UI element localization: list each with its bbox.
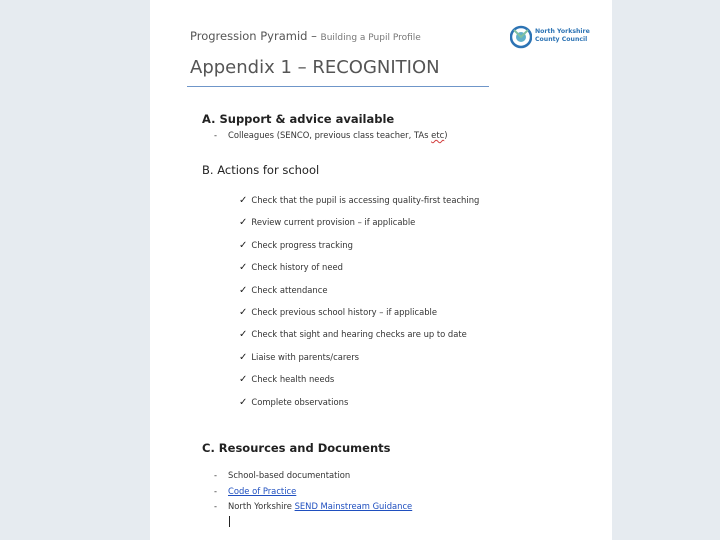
checklist-item: [239, 350, 479, 372]
document-page: [150, 0, 612, 540]
council-logo-icon: [510, 24, 532, 50]
checklist-item: [239, 215, 479, 237]
item-dash: -: [214, 130, 218, 140]
logo-line-1: North Yorkshire: [535, 28, 590, 35]
checklist-item: [239, 260, 479, 282]
checklist-item-text: Check progress tracking: [251, 239, 353, 250]
checklist-item: [239, 372, 479, 394]
checklist-item: [239, 327, 479, 349]
item-text: Colleagues (SENCO, previous class teacher, TAs: [228, 130, 432, 140]
checkmark-icon: ✓: [239, 195, 248, 206]
resource-item: [214, 501, 412, 511]
item-dash: -: [214, 470, 218, 480]
item-dash: -: [214, 501, 218, 511]
checklist-item-text: Check that sight and hearing checks are up to date: [251, 329, 467, 340]
council-logo: [510, 24, 606, 52]
resource-item: [214, 486, 296, 496]
resource-item: [214, 470, 350, 480]
header-title-sub: Building a Pupil Profile: [320, 33, 421, 43]
section-b-heading: B. Actions for school: [202, 163, 320, 177]
resource-text: School-based documentation: [228, 470, 351, 480]
checkmark-icon: ✓: [239, 306, 248, 318]
item-text-end: ): [444, 130, 448, 140]
document-header-title: [190, 29, 421, 43]
section-c-heading: C. Resources and Documents: [202, 441, 391, 455]
checklist-item: [239, 238, 479, 260]
checkmark-icon: ✓: [239, 239, 248, 251]
checklist-item: [239, 283, 479, 305]
appendix-title: Appendix 1 – RECOGNITION: [190, 57, 440, 78]
section-a-item: [214, 130, 448, 140]
item-dash: -: [214, 486, 218, 496]
checklist-item-text: Check previous school history – if applicable: [251, 306, 438, 317]
resource-text: North Yorkshire: [228, 501, 295, 511]
checklist-item-text: Check history of need: [251, 262, 343, 273]
actions-checklist: [239, 193, 479, 417]
checklist-item-text: Complete observations: [251, 396, 349, 407]
spellcheck-flagged-word[interactable]: etc: [431, 130, 445, 140]
header-title-main: Progression Pyramid –: [190, 29, 317, 43]
checklist-item-text: Review current provision – if applicable: [251, 217, 416, 228]
checklist-item: [239, 193, 479, 215]
checklist-item: [239, 305, 479, 327]
checkmark-icon: ✓: [239, 351, 248, 363]
checkmark-icon: ✓: [239, 284, 248, 296]
checklist-item-text: Liaise with parents/carers: [251, 351, 360, 362]
code-of-practice-link[interactable]: Code of Practice: [228, 486, 297, 496]
checklist-item-text: Check attendance: [251, 284, 328, 295]
text-cursor: [229, 516, 230, 527]
checkmark-icon: ✓: [239, 396, 248, 408]
checklist-item-text: Check that the pupil is accessing quality-first teaching: [251, 195, 480, 205]
send-guidance-link[interactable]: SEND Mainstream Guidance: [294, 501, 413, 511]
checkmark-icon: ✓: [239, 374, 248, 386]
checkmark-icon: ✓: [239, 217, 248, 229]
checklist-item-text: Check health needs: [251, 374, 335, 385]
logo-line-2: County Council: [535, 36, 588, 43]
title-underline: [187, 86, 489, 87]
checkmark-icon: ✓: [239, 329, 248, 341]
checkmark-icon: ✓: [239, 262, 248, 274]
checklist-item: [239, 395, 479, 417]
logo-wordmark: [535, 28, 607, 44]
section-a-heading: A. Support & advice available: [202, 112, 395, 126]
